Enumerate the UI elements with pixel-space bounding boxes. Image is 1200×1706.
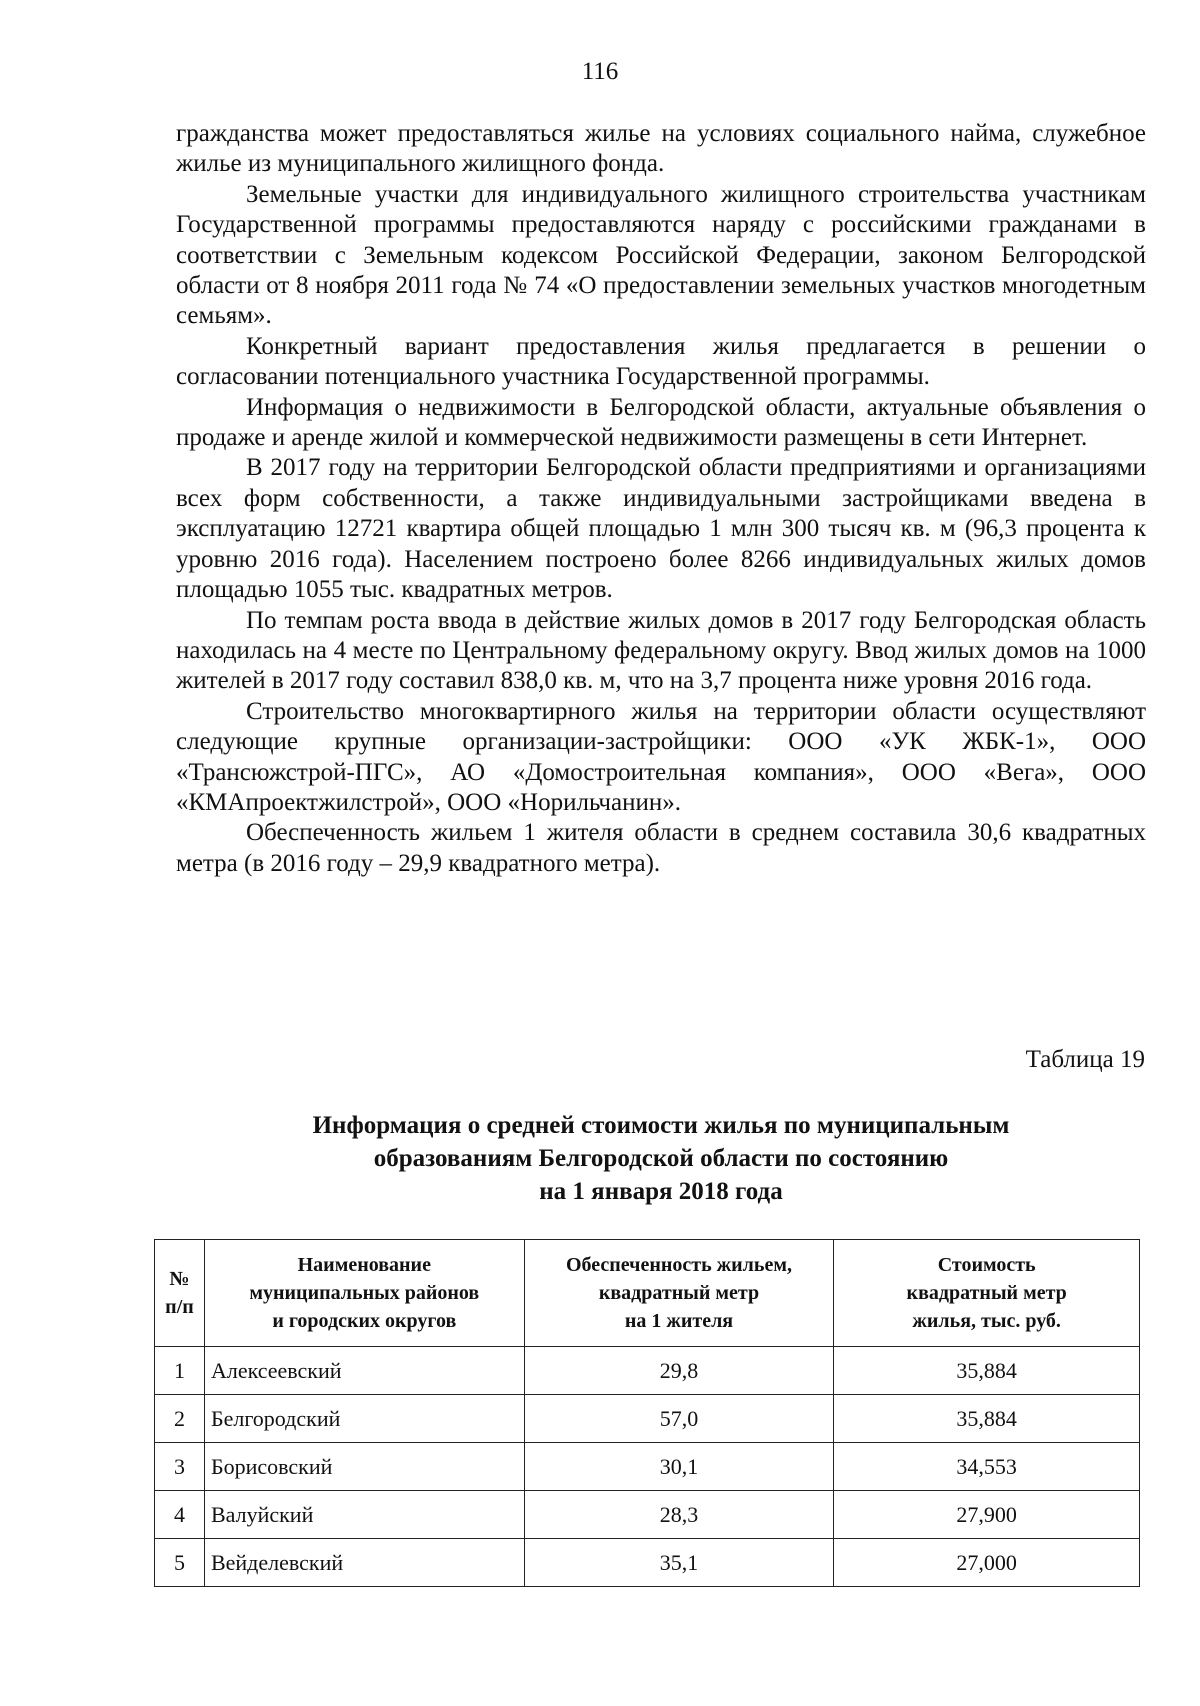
header-cost: [834, 1240, 1140, 1347]
table-title-line: Информация о средней стоимости жилья по муниципальным: [312, 1112, 1010, 1139]
paragraph: Конкретный вариант предоставления жилья предлагается в решении о согласовании потенциального участника Государственной программы.: [176, 332, 1146, 391]
table-title: [176, 1109, 1146, 1208]
header-line: муниципальных районов: [249, 1282, 480, 1304]
cell-name: Борисовский: [204, 1443, 524, 1491]
cell-num: 3: [155, 1443, 205, 1491]
header-housing: [524, 1240, 834, 1347]
header-line: и городских округов: [272, 1310, 457, 1332]
table-title-line: на 1 января 2018 года: [539, 1178, 783, 1205]
cell-num: 4: [155, 1491, 205, 1539]
header-name: [204, 1240, 524, 1347]
cell-housing: 28,3: [524, 1491, 834, 1539]
cell-num: 1: [155, 1347, 205, 1395]
cell-housing: 57,0: [524, 1395, 834, 1443]
header-num: [155, 1240, 205, 1347]
header-line: Обеспеченность жильем,: [565, 1254, 792, 1276]
header-line: Стоимость: [937, 1254, 1036, 1276]
table-row: [155, 1395, 1140, 1443]
cell-cost: 35,884: [834, 1395, 1140, 1443]
cell-num: 5: [155, 1539, 205, 1587]
cell-name: Вейделевский: [204, 1539, 524, 1587]
cell-housing: 35,1: [524, 1539, 834, 1587]
cell-housing: 29,8: [524, 1347, 834, 1395]
table-label: Таблица 19: [1025, 1046, 1145, 1073]
body-text: [176, 119, 1146, 879]
cell-housing: 30,1: [524, 1443, 834, 1491]
paragraph: В 2017 году на территории Белгородской области предприятиями и организациями всех форм собственности, а также индивидуальными застройщиками введена в эксплуатацию 12721 квартира общей площадью 1 млн 300 тысяч кв. м (96,3 процента к уровню 2016 года). Населением построено более 8266 индивидуальных жилых домов площадью 1055 тыс. квадратных метров.: [176, 454, 1146, 604]
paragraph: Информация о недвижимости в Белгородской области, актуальные объявления о продаже и аренде жилой и коммерческой недвижимости размещены в сети Интернет.: [176, 393, 1146, 452]
cell-cost: 27,000: [834, 1539, 1140, 1587]
cell-cost: 27,900: [834, 1491, 1140, 1539]
header-line: Наименование: [297, 1254, 431, 1276]
header-line: жилья, тыс. руб.: [912, 1310, 1061, 1332]
paragraph: Строительство многоквартирного жилья на территории области осуществляют следующие крупные организации-застройщики: ООО «УК ЖБК-1», ООО «Трансюжстрой-ПГС», АО «Домостроительная компания», ООО «Вега», ООО «КМАпроектжилстрой», ООО «Норильчанин».: [176, 697, 1146, 816]
table-title-line: образованиям Белгородской области по состоянию: [373, 1145, 949, 1172]
header-line: квадратный метр: [598, 1282, 760, 1304]
header-line: п/п: [165, 1296, 194, 1318]
cell-name: Алексеевский: [204, 1347, 524, 1395]
paragraph: Земельные участки для индивидуального жилищного строительства участникам Государственной программы предоставляются наряду с российскими гражданами в соответствии с Земельным кодексом Российской Федерации, законом Белгородской области от 8 ноября 2011 года № 74 «О предоставлении земельных участков многодетным семьям».: [176, 180, 1146, 330]
header-line: №: [169, 1268, 190, 1290]
cell-cost: 34,553: [834, 1443, 1140, 1491]
cell-name: Валуйский: [204, 1491, 524, 1539]
header-line: на 1 жителя: [624, 1310, 734, 1332]
table-row: [155, 1443, 1140, 1491]
table-row: [155, 1539, 1140, 1587]
table-row: [155, 1491, 1140, 1539]
cell-name: Белгородский: [204, 1395, 524, 1443]
header-line: квадратный метр: [906, 1282, 1067, 1304]
cell-num: 2: [155, 1395, 205, 1443]
paragraph: По темпам роста ввода в действие жилых домов в 2017 году Белгородская область находилась на 4 месте по Центральному федеральному округу. Ввод жилых домов на 1000 жителей в 2017 году составил 838,0 кв. м, что на 3,7 процента ниже уровня 2016 года.: [176, 606, 1146, 695]
housing-cost-table: [154, 1239, 1140, 1587]
page-number: 116: [581, 58, 619, 85]
table-row: [155, 1347, 1140, 1395]
table-header-row: [155, 1240, 1140, 1347]
cell-cost: 35,884: [834, 1347, 1140, 1395]
paragraph: гражданства может предоставляться жилье на условиях социального найма, служебное жилье из муниципального жилищного фонда.: [176, 120, 1146, 178]
paragraph: Обеспеченность жильем 1 жителя области в среднем составила 30,6 квадратных метра (в 2016 году – 29,9 квадратного метра).: [176, 819, 1146, 877]
